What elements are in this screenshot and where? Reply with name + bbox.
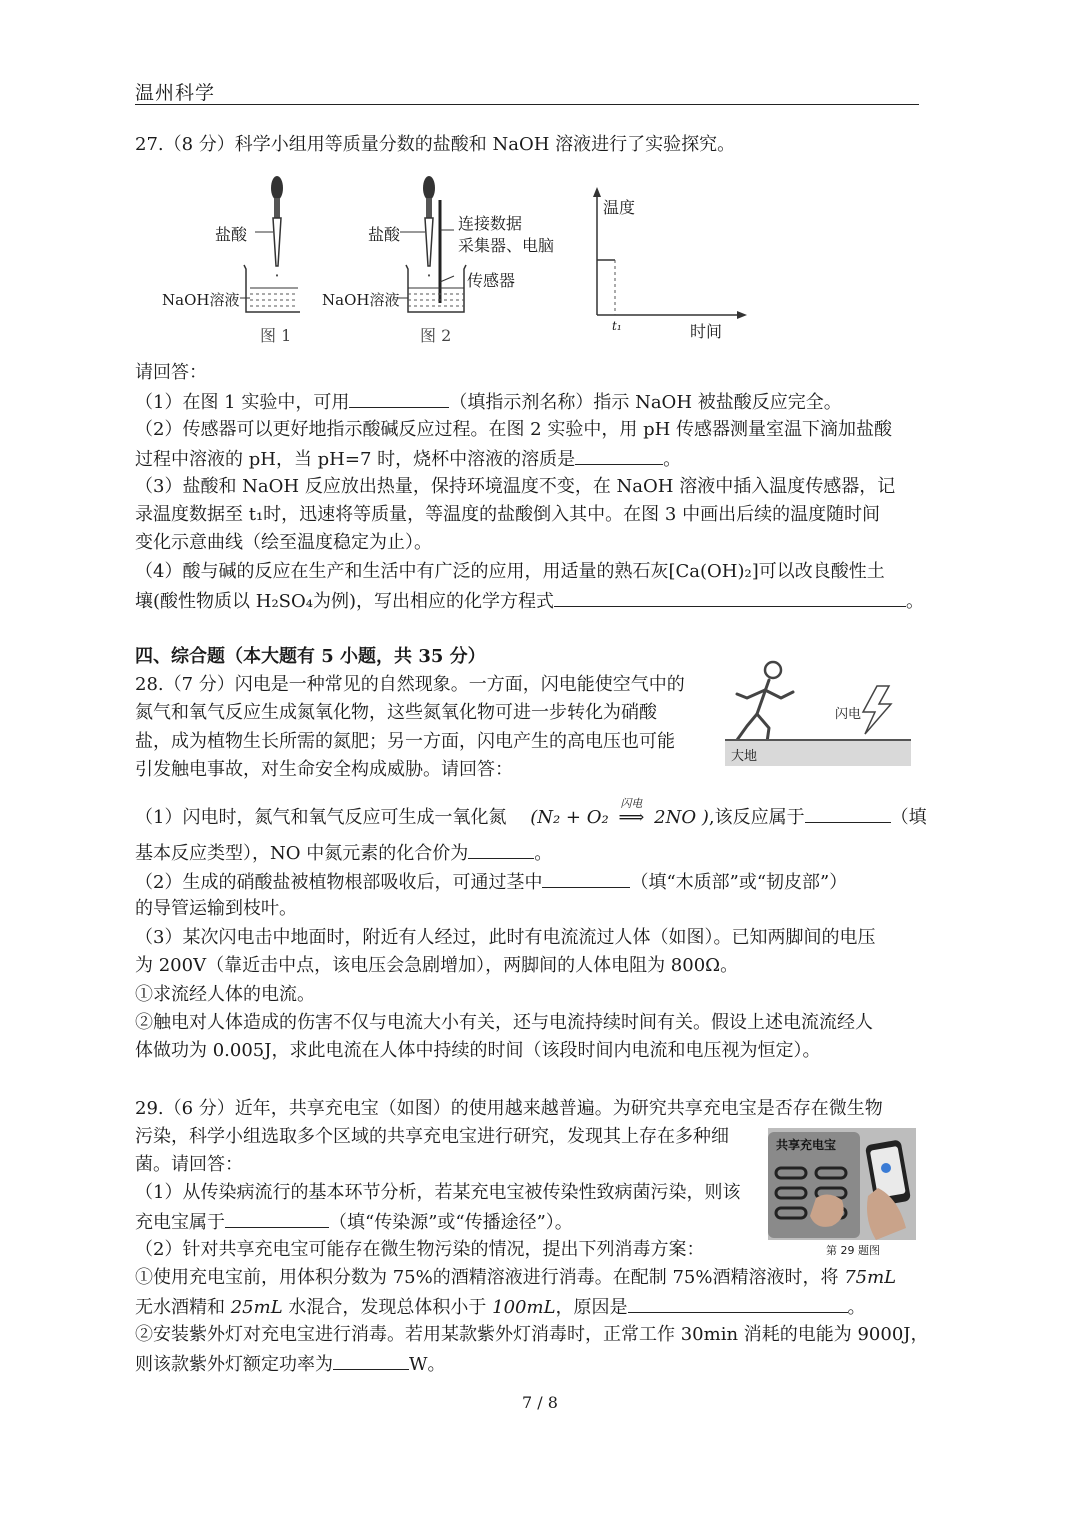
- fig3-ylabel: 温度: [603, 198, 636, 217]
- q28-intro-line-4: 引发触电事故，对生命安全构成威胁。请回答：: [135, 759, 513, 780]
- q27-prompt: 请回答：: [135, 362, 207, 383]
- fig2-base-label: NaOH溶液: [322, 291, 400, 309]
- q27-figure-1: [160, 170, 300, 345]
- q29-intro-line-1: 29.（6 分）近年，共享充电宝（如图）的使用越来越普遍。为研究共享充电宝是否存在微生物: [135, 1098, 883, 1119]
- q27-part-1: [135, 389, 842, 415]
- q27-p1-text-a: （1）在图 1 实验中，可用: [135, 392, 350, 413]
- q27-p2-text-c: 。: [663, 449, 682, 470]
- q29-p2-volume-75: 75mL: [844, 1267, 897, 1288]
- q27-p1-text-b: （填指示剂名称）指示 NaOH 被盐酸反应完全。: [449, 392, 842, 413]
- q29-p2-volume-25: 25mL: [230, 1297, 283, 1318]
- q29-intro-line-3: 菌。请回答：: [135, 1154, 243, 1175]
- fig3-xlabel: 时间: [690, 322, 723, 341]
- q29-p2-text-c3: ，原因是: [555, 1297, 628, 1318]
- q28-part-2-line-2: 的导管运输到枝叶。: [135, 898, 297, 919]
- q29-figure-photo: [768, 1128, 916, 1240]
- fig2-caption: 图 2: [420, 326, 452, 345]
- q29-p2-answer-blank-2[interactable]: [333, 1351, 409, 1370]
- q28-intro-line-2: 氮气和氧气反应生成氮氧化物，这些氮氧化物可进一步转化为硝酸: [135, 702, 657, 723]
- dropper-icon: [271, 176, 283, 276]
- q28-equation-arrow: 闪电 ⟹: [614, 806, 648, 830]
- header-title: 温州科学: [135, 82, 216, 104]
- q28-fig-lightning-label: 闪电: [835, 707, 862, 722]
- q28-figure: [725, 652, 911, 768]
- q28-p2-text-a: （2）生成的硝酸盐被植物根部吸收后，可通过茎中: [135, 872, 543, 893]
- q29-part-1-line-1: （1）从传染病流行的基本环节分析，若某充电宝被传染性致病菌污染，则该: [135, 1182, 741, 1203]
- q29-part-2-item-1-line-1: [135, 1266, 896, 1290]
- fig2-connect-label-2: 采集器、电脑: [458, 236, 555, 255]
- q27-part-3-line-2: 录温度数据至 t₁时，迅速将等质量，等温度的盐酸倒入其中。在图 3 中画出后续的温度随时间: [135, 504, 881, 525]
- q27-p4-answer-blank[interactable]: [554, 588, 906, 607]
- q28-p1-text-a: （1）闪电时，氮气和氧气反应可生成一氧化氮: [135, 807, 507, 828]
- q28-intro-line-3: 盐，成为植物生长所需的氮肥；另一方面，闪电产生的高电压也可能: [135, 731, 675, 752]
- fig2-acid-label: 盐酸: [368, 225, 401, 244]
- q29-photo-title: 共享充电宝: [776, 1138, 837, 1152]
- q28-part-1-line-1: [135, 797, 927, 830]
- q28-p1-text-d: 基本反应类型），NO 中氮元素的化合价为: [135, 843, 469, 864]
- q27-part-2-line-1: （2）传感器可以更好地指示酸碱反应过程。在图 2 实验中，用 pH 传感器测量室温下滴加盐酸: [135, 419, 893, 440]
- q28-part-1-line-2: [135, 840, 552, 866]
- q27-stem: 27.（8 分）科学小组用等质量分数的盐酸和 NaOH 溶液进行了实验探究。: [135, 134, 736, 155]
- page-header: [135, 76, 919, 105]
- walking-person-icon: [737, 662, 793, 742]
- q28-part-3-item-1: ①求流经人体的电流。: [135, 984, 315, 1005]
- q27-p4-text-b: 壤(酸性物质以 H₂SO₄为例)，写出相应的化学方程式: [135, 591, 554, 612]
- q27-part-3-line-1: （3）盐酸和 NaOH 反应放出热量，保持环境温度不变，在 NaOH 溶液中插入温度传感器，记: [135, 476, 896, 497]
- q28-part-3-line-1: （3）某次闪电击中地面时，附近有人经过，此时有电流流过人体（如图）。已知两脚间的电压: [135, 927, 876, 948]
- lightning-icon: [863, 686, 891, 734]
- y-axis-arrow-icon: [593, 187, 601, 197]
- q29-p2-volume-100: 100mL: [492, 1297, 556, 1318]
- q28-part-3-item-2-line-1: ②触电对人体造成的伤害不仅与电流大小有关，还与电流持续时间有关。假设上述电流流经人: [135, 1012, 873, 1033]
- q28-part-2-line-1: [135, 869, 847, 895]
- q29-part-2-item-2-line-2: [135, 1351, 446, 1377]
- dropper-icon: [423, 176, 435, 276]
- q29-intro-line-2: 污染，科学小组选取多个区域的共享充电宝进行研究，发现其上存在多种细: [135, 1126, 729, 1147]
- q28-part-3-item-2-line-2: 体做功为 0.005J，求此电流在人体中持续的时间（该段时间内电流和电压视为恒定）。: [135, 1040, 821, 1061]
- beaker-icon: [406, 265, 466, 312]
- q28-p1-answer-blank-1[interactable]: [805, 804, 891, 823]
- q29-p1-text-c: （填“传染源”或“传播途径”）。: [329, 1212, 573, 1233]
- q28-fig-ground-label: 大地: [731, 749, 758, 764]
- fig2-sensor-label: 传感器: [467, 271, 516, 290]
- page-number: 7 / 8: [522, 1393, 558, 1412]
- q27-p2-text-b: 过程中溶液的 pH，当 pH=7 时，烧杯中溶液的溶质是: [135, 449, 576, 470]
- q27-p4-text-c: 。: [905, 591, 924, 612]
- fig2-connect-label-1: 连接数据: [458, 214, 523, 233]
- q29-p2-text-e1: 则该款紫外灯额定功率为: [135, 1354, 333, 1375]
- fig1-acid-label: 盐酸: [215, 225, 248, 244]
- x-axis-arrow-icon: [737, 311, 747, 319]
- q29-p2-text-c1: 无水酒精和: [135, 1297, 225, 1318]
- q29-part-2-item-1-line-2: [135, 1294, 866, 1320]
- section-4-title: 四、综合题（本大题有 5 小题，共 35 分）: [135, 646, 486, 667]
- q28-p1-text-b: ,该反应属于: [708, 807, 805, 828]
- q28-equation-right: 2NO ): [654, 807, 709, 828]
- fig1-caption: 图 1: [260, 326, 292, 345]
- q29-part-1-line-2: [135, 1209, 573, 1235]
- q27-figure-2: [322, 170, 572, 345]
- q29-p2-text-e2: W。: [409, 1354, 446, 1375]
- q27-part-3-line-3: 变化示意曲线（绘至温度稳定为止）。: [135, 532, 432, 553]
- q29-p1-answer-blank[interactable]: [225, 1209, 329, 1228]
- beaker-icon: [244, 265, 300, 312]
- q27-part-4-line-2: [135, 588, 924, 614]
- q27-part-4-line-1: （4）酸与碱的反应在生产和生活中有广泛的应用，用适量的熟石灰[Ca(OH)₂]可以改良酸性土: [135, 561, 885, 582]
- q29-p1-text-b: 充电宝属于: [135, 1212, 225, 1233]
- q27-figure-3-graph: [585, 185, 755, 341]
- q29-part-2-intro: （2）针对共享充电宝可能存在微生物污染的情况，提出下列消毒方案：: [135, 1239, 705, 1260]
- q29-p2-text-c4: 。: [847, 1297, 866, 1318]
- q28-p2-answer-blank[interactable]: [542, 869, 630, 888]
- q28-p1-text-e: 。: [534, 843, 553, 864]
- q27-part-2-line-2: [135, 446, 681, 472]
- q27-p1-answer-blank[interactable]: [349, 389, 449, 408]
- q29-figure-caption: 第 29 题图: [826, 1244, 880, 1257]
- q28-part-3-line-2: 为 200V（靠近击中点，该电压会急剧增加），两脚间的人体电阻为 800Ω。: [135, 955, 739, 976]
- fig1-base-label: NaOH溶液: [162, 291, 240, 309]
- fig3-t1-tick: t₁: [612, 319, 622, 333]
- q28-equation-condition: 闪电: [620, 797, 643, 810]
- q29-p2-text-c2: 水混合，发现总体积小于: [288, 1297, 487, 1318]
- q28-intro-line-1: 28.（7 分）闪电是一种常见的自然现象。一方面，闪电能使空气中的: [135, 674, 685, 695]
- q28-p1-answer-blank-2[interactable]: [468, 840, 534, 859]
- q28-p1-text-c: （填: [890, 807, 927, 828]
- q29-p2-answer-blank-1[interactable]: [628, 1294, 848, 1313]
- q28-equation-left: (N₂ + O₂: [530, 807, 609, 828]
- q28-p2-text-b: （填“木质部”或“韧皮部”）: [630, 872, 848, 893]
- q27-p2-answer-blank[interactable]: [575, 446, 663, 465]
- q29-p2-text-b: ①使用充电宝前，用体积分数为 75%的酒精溶液进行消毒。在配制 75%酒精溶液时，将: [135, 1267, 839, 1288]
- q29-part-2-item-2-line-1: ②安装紫外灯对充电宝进行消毒。若用某款紫外灯消毒时，正常工作 30min 消耗的电能为 9000J，: [135, 1324, 929, 1345]
